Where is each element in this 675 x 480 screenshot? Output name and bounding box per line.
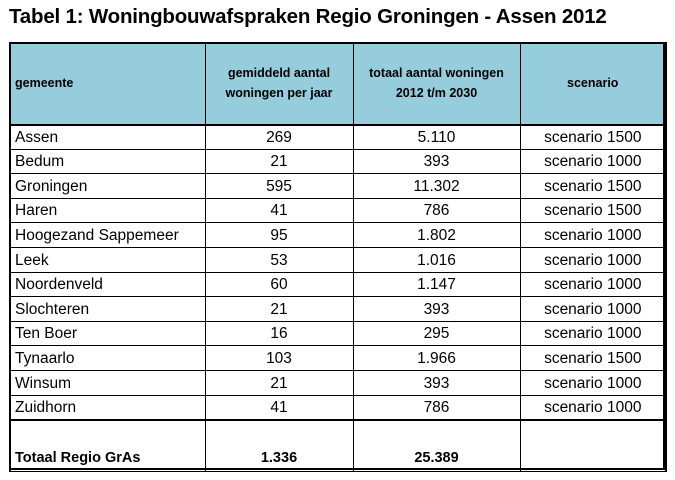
cell-gemeente: Groningen <box>10 174 205 199</box>
header-totaal-line2: 2012 t/m 2030 <box>395 86 478 101</box>
page-title: Tabel 1: Woningbouwafspraken Regio Groningen - Assen 2012 <box>9 5 607 28</box>
cell-gemiddeld: 95 <box>205 223 353 248</box>
cell-gemiddeld: 41 <box>205 198 353 223</box>
total-totaal: 25.389 <box>353 420 520 472</box>
cell-gemeente: Assen <box>10 125 205 150</box>
table-frame <box>9 42 665 470</box>
cell-gemeente: Zuidhorn <box>10 395 205 420</box>
cell-totaal: 393 <box>353 149 520 174</box>
cell-totaal: 393 <box>353 370 520 395</box>
header-gemiddeld-line1: gemiddeld aantal <box>227 66 331 81</box>
cell-totaal: 11.302 <box>353 174 520 199</box>
cell-scenario: scenario 1000 <box>520 321 666 346</box>
cell-gemiddeld: 269 <box>205 125 353 150</box>
cell-scenario: scenario 1000 <box>520 370 666 395</box>
total-label: Totaal Regio GrAs <box>10 420 205 472</box>
cell-gemeente: Ten Boer <box>10 321 205 346</box>
cell-gemiddeld: 60 <box>205 272 353 297</box>
cell-scenario: scenario 1500 <box>520 174 666 199</box>
cell-scenario: scenario 1500 <box>520 125 666 150</box>
total-gemiddeld: 1.336 <box>205 420 353 472</box>
cell-scenario: scenario 1000 <box>520 272 666 297</box>
cell-totaal: 786 <box>353 198 520 223</box>
cell-scenario: scenario 1000 <box>520 223 666 248</box>
cell-scenario: scenario 1500 <box>520 346 666 371</box>
cell-gemeente: Haren <box>10 198 205 223</box>
cell-scenario: scenario 1000 <box>520 297 666 322</box>
cell-gemiddeld: 595 <box>205 174 353 199</box>
cell-totaal: 786 <box>353 395 520 420</box>
cell-totaal: 295 <box>353 321 520 346</box>
cell-gemiddeld: 41 <box>205 395 353 420</box>
cell-gemiddeld: 103 <box>205 346 353 371</box>
cell-gemiddeld: 21 <box>205 297 353 322</box>
cell-gemeente: Tynaarlo <box>10 346 205 371</box>
cell-gemeente: Slochteren <box>10 297 205 322</box>
cell-gemiddeld: 21 <box>205 370 353 395</box>
header-gemiddeld-line2: woningen per jaar <box>225 86 333 101</box>
cell-gemeente: Winsum <box>10 370 205 395</box>
header-totaal-line1: totaal aantal woningen <box>369 66 504 81</box>
cell-scenario: scenario 1000 <box>520 395 666 420</box>
cell-totaal: 1.802 <box>353 223 520 248</box>
cell-gemeente: Bedum <box>10 149 205 174</box>
cell-totaal: 393 <box>353 297 520 322</box>
header-gemeente-label: gemeente <box>15 76 74 91</box>
cell-scenario: scenario 1000 <box>520 149 666 174</box>
cell-totaal: 1.147 <box>353 272 520 297</box>
cell-totaal: 1.966 <box>353 346 520 371</box>
cell-scenario: scenario 1000 <box>520 247 666 272</box>
cell-totaal: 1.016 <box>353 247 520 272</box>
cell-gemiddeld: 16 <box>205 321 353 346</box>
cell-gemiddeld: 21 <box>205 149 353 174</box>
cell-scenario: scenario 1500 <box>520 198 666 223</box>
cell-gemiddeld: 53 <box>205 247 353 272</box>
cell-gemeente: Leek <box>10 247 205 272</box>
cell-gemeente: Hoogezand Sappemeer <box>10 223 205 248</box>
cell-gemeente: Noordenveld <box>10 272 205 297</box>
cell-totaal: 5.110 <box>353 125 520 150</box>
header-scenario-label: scenario <box>567 76 619 91</box>
